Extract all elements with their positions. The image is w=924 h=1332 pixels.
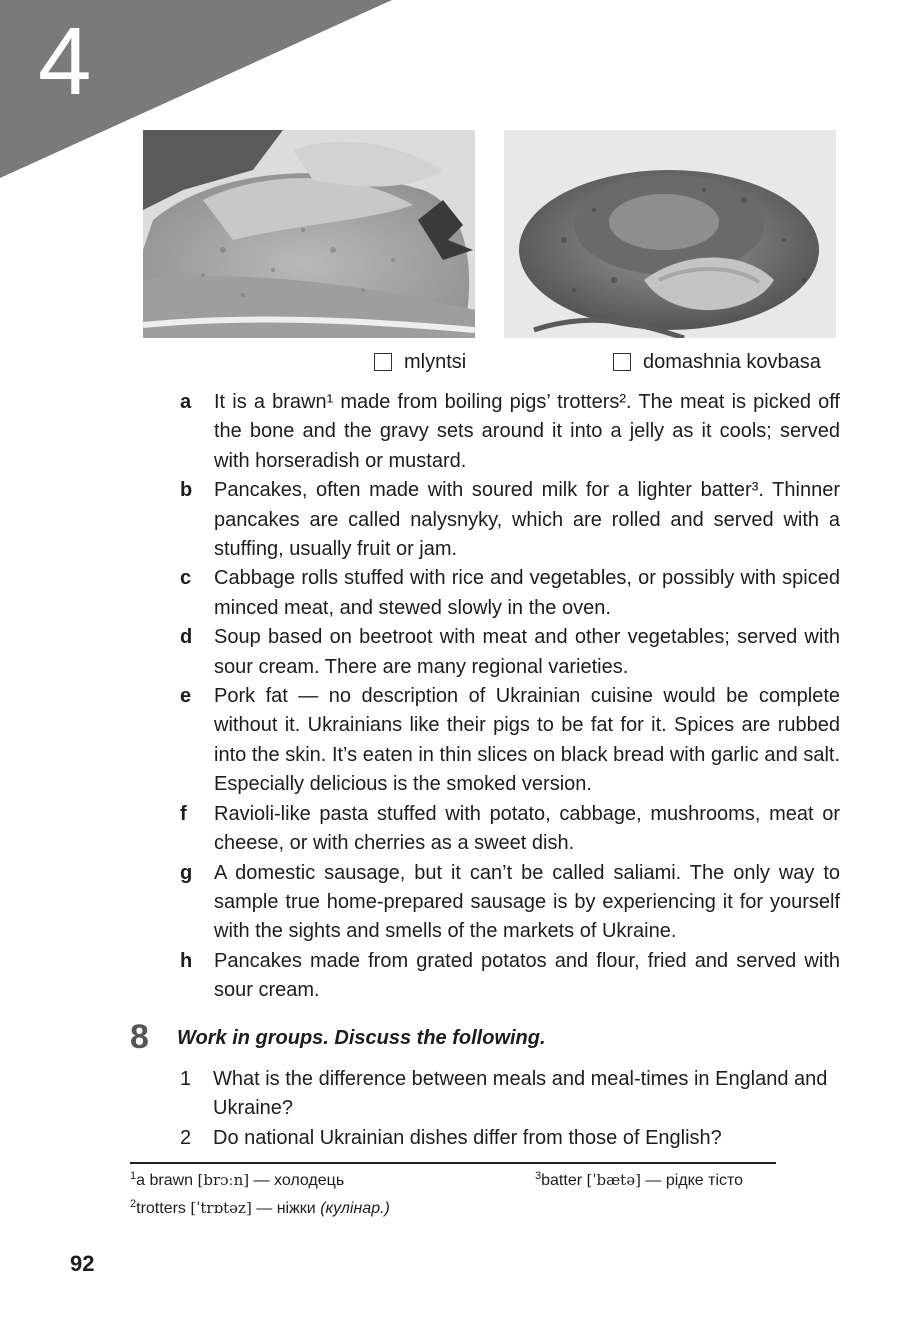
question-item — [180, 1124, 840, 1153]
caption-left-label: mlyntsi — [404, 350, 467, 373]
description-item-a — [180, 388, 840, 476]
footnote-divider — [130, 1162, 776, 1164]
description-letter: h — [180, 949, 193, 972]
description-letter: a — [180, 391, 192, 413]
footnote-marker: 3 — [535, 1170, 542, 1182]
caption-right-label: domashnia kovbasa — [643, 350, 821, 373]
domashnia-kovbasa-checkbox[interactable] — [613, 353, 631, 371]
task-number: 8 — [130, 1018, 149, 1056]
footnote-trotters — [130, 1199, 390, 1218]
task-title: Work in groups. Discuss the following. — [177, 1027, 546, 1049]
description-item-f — [180, 800, 840, 859]
description-item-g — [180, 859, 840, 947]
footnote-brawn — [130, 1171, 344, 1190]
question-text: Do national Ukrainian dishes differ from those of English? — [213, 1126, 722, 1149]
footnote-translation: — рідке тісто — [645, 1172, 744, 1189]
footnote-transcription: [ˈbætə] — [586, 1171, 641, 1189]
sausage-illustration — [504, 130, 836, 338]
sausage-photo — [504, 130, 836, 338]
footnote-marker: 1 — [130, 1170, 137, 1182]
description-item-c — [180, 564, 840, 623]
description-text: Pancakes, often made with soured milk for a lighter batter³. Thinner pancakes are called nalysnyky, which are rolled and served with a stuffing, usually fruit or jam. — [214, 479, 840, 561]
description-text: Ravioli-like pasta stuffed with potato, cabbage, mushrooms, meat or cheese, or with cherries as a sweet dish. — [214, 802, 840, 855]
footnote-word: a brawn — [136, 1172, 194, 1189]
mlyntsi-checkbox[interactable] — [374, 353, 392, 371]
pancakes-photo — [143, 130, 475, 338]
footnote-word: batter — [541, 1172, 583, 1189]
description-text: It is a brawn¹ made from boiling pigs’ trotters². The meat is picked off the bone and the gravy sets around it into a jelly as it cools; served with horseradish or mustard. — [214, 391, 840, 472]
description-item-h — [180, 947, 840, 1006]
caption-mlyntsi — [374, 350, 466, 374]
footnote-marker: 2 — [130, 1198, 137, 1210]
question-list — [180, 1065, 840, 1153]
description-item-d — [180, 623, 840, 682]
description-item-b — [180, 476, 840, 564]
description-text: Cabbage rolls stuffed with rice and vegetables, or possibly with spiced minced meat, and stewed slowly in the oven. — [214, 567, 840, 619]
footnote-note: (кулінар.) — [320, 1200, 390, 1217]
description-letter: c — [180, 567, 192, 590]
caption-domashnia-kovbasa — [613, 350, 821, 374]
unit-number: 4 — [38, 8, 92, 115]
footnote-translation: — ніжки — [256, 1200, 316, 1217]
question-number: 2 — [180, 1126, 192, 1149]
description-text: Soup based on beetroot with meat and other vegetables; served with sour cream. There are many regional varieties. — [214, 626, 840, 678]
description-letter: f — [180, 802, 187, 825]
footnote-word: trotters — [136, 1200, 186, 1217]
page-number: 92 — [70, 1251, 95, 1276]
description-letter: d — [180, 626, 193, 649]
description-text: Pancakes made from grated potatos and flour, fried and served with sour cream. — [214, 949, 840, 1002]
description-letter: e — [180, 685, 192, 708]
description-letter: g — [180, 861, 193, 884]
description-item-e — [180, 682, 840, 800]
footnote-transcription: [ˈtrɒtəz] — [190, 1199, 252, 1217]
question-text: What is the difference between meals and meal-times in England and Ukraine? — [213, 1068, 828, 1120]
question-number: 1 — [180, 1068, 192, 1090]
description-list — [180, 388, 840, 1006]
footnote-translation: — холодець — [253, 1172, 345, 1189]
description-letter: b — [180, 479, 193, 502]
question-item — [180, 1065, 840, 1124]
pancakes-illustration — [143, 130, 475, 338]
description-text: Pork fat — no description of Ukrainian cuisine would be complete without it. Ukrainians like their pigs to be fat for it. Spices are rubbed into the skin. It’s eaten in thin slices on black bread with garlic and salt. Especially delicious is the smoked version. — [214, 685, 840, 796]
description-text: A domestic sausage, but it can’t be called saliami. The only way to sample true home-prepared sausage is by experiencing it for yourself with the sights and smells of the markets of Ukraine. — [214, 861, 840, 943]
footnote-transcription: [brɔːn] — [197, 1171, 250, 1189]
footnote-batter — [535, 1171, 743, 1190]
